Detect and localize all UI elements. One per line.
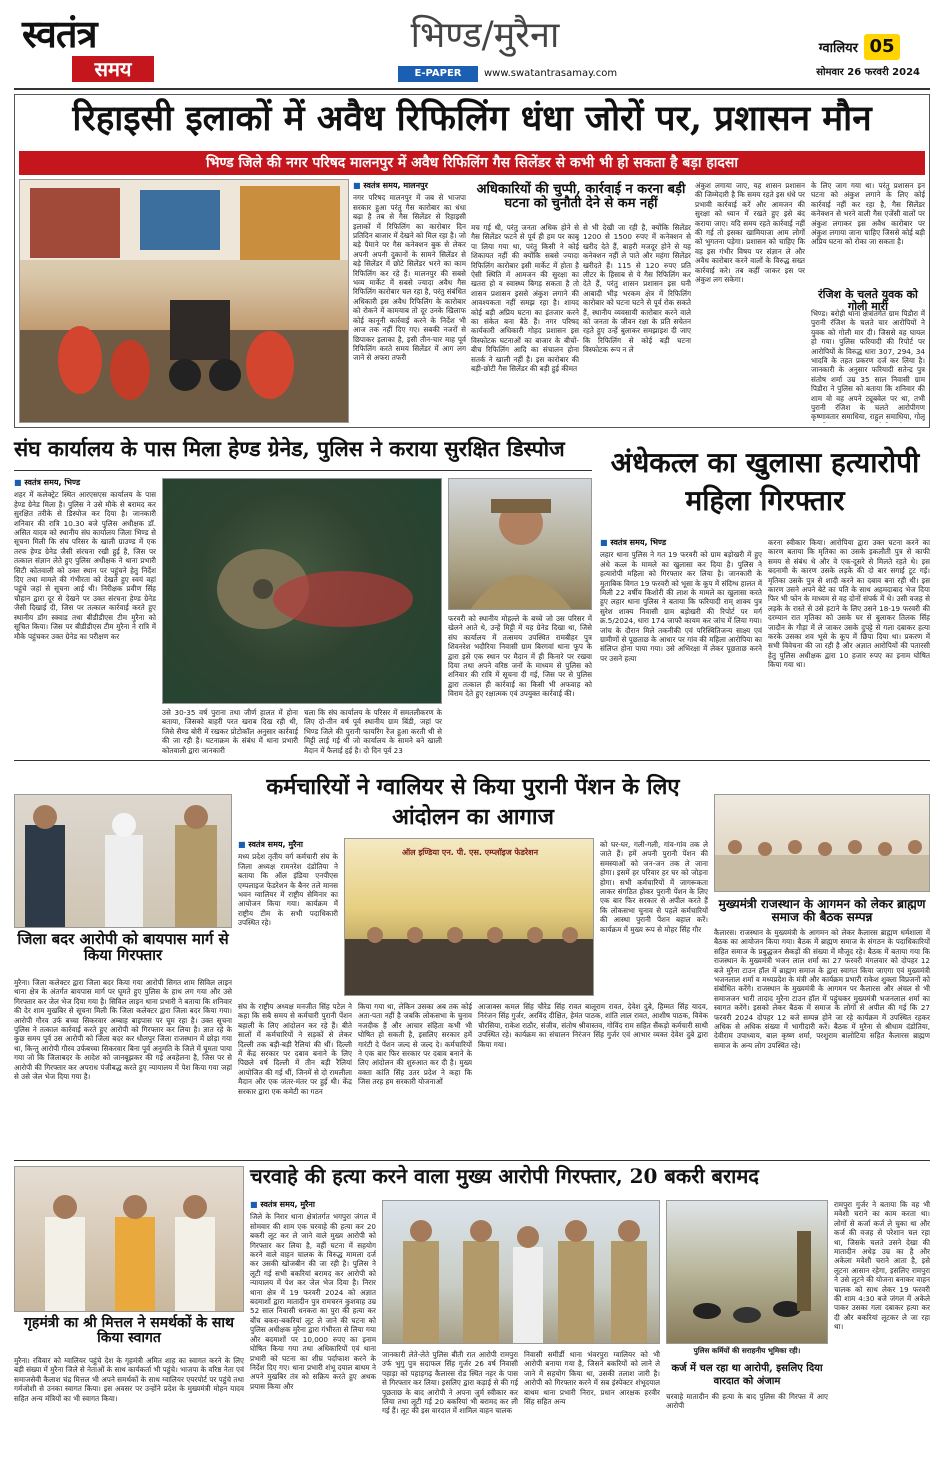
brahmin-meeting-photo (714, 794, 930, 892)
mittal-welcome-photo (14, 1166, 244, 1312)
lead-headline[interactable]: रिहाइसी इलाकों में अवैध रिफिलिंग धंधा जोरों पर, प्रशासन मौन (72, 98, 872, 139)
shepherd-story (250, 1166, 930, 1456)
lead-col1-text: नगर परिषद मालनपुर में जब से भाजपा सरकार हुआ परंतु गैस कारोबार का धंधा बढ़ा है तब से गैस सिलेंडर से रिहाइसी इलाकों में रिफिलिंग का कारोबार दिन प्रतिदिन बाजार में देखने को मिल रहा है। जो बड़े पैमाने पर गैस कनेक्शन बुक से लेकर अपनी अपनी दुकानों के सामने सिलेंडर से बड़े सिलेंडर में छोटे सिलेंडर भरने का काम रिफिलिंग कर रहे हैं। मालनपुर की सबसे भव्य मार्केट में सबसे ज्यादा अवैध गैस रिफिलिंग कारोबार चल रहा है, परंतु संबंधित अधिकारी इस अवैध रिफिलिंग के कारोबार को रोकने में कामयाब तो दूर उनके खिलाफ कोई कानूनी कार्रवाई करने के निर्देश भी आज तक नहीं दिए गए। सबकी नजरों से छिपाकर इलाका है, इसी तीन-चार माह पूर्व रिफिलिंग करते समय सिलेंडर में आग लग जाने से अफरा तफरी (353, 193, 466, 363)
shepherd-column-4: रामपुरा गुर्जर ने बताया कि वह भी मवेशी चराने का काम करता था। लोगों से कर्जा कर्ज ले चुका था और कर्ज की वजह से परेशान चल रहा था, जिसके चलते उसने देखा की मातादीन अधेड़ उम्र का है और अकेला मवेशी चराने आता है, इसे लूटना आसान रहेगा, इसलिए रामपुरा ने उसे लूटने की योजना बनाकर वाहन चालक को साथ लेकर 19 फरवरी की शाम 4:30 बजे जंगल में अकेले पाकर उसका गला दबाकर हत्या कर दी और बकरियां लूटकर ले जा रहा था। (834, 1200, 930, 1332)
grenade-column-3: चला कि संघ कार्यालय के परिसर में समतलीकरण के लिए दो-तीन वर्ष पूर्व स्थानीय ग्राम बिंडी, जहां पर भिण्ड जिले की पुरानी फायरिंग रेंज हुआ करती थी से मिट्टी लाई गई थी जो कार्यालय के सामने बने खाली मैदान में फैलाई हुई है। दो दिन पूर्व 23 (304, 708, 442, 754)
masthead-rule (14, 88, 930, 90)
gas-shop-photo (19, 179, 349, 423)
murder-woman-column-2: करना स्वीकार किया। आरोपिया द्वारा उक्त घटना करने का कारण बताया कि मृतिका का उसके इकलौती पुत्र से काफी समय से संबंध थे और वे एक-दूसरे से मिलते रहते थे। इस बदनामी के कारण उसके लड़के की दो बार सगाई टूट गई। मृतिका उसके पुत्र से शादी करने का दबाव बना रही थी। इस कारण उसने अपने बेटे का पति के साथ अहमदाबाद भेज दिया फिर भी फोन के माध्यम से वह दोनों संपर्क में थे। उसी वजह से लड़के के रास्ते से उसे हटाने के लिए उसने 18-19 फरवरी की दरम्यान रात मृतिका को उसके घर से बुलाकर तिलक सिंह जादौन के गौड़ा में ले जाकर उसके दुपट्टे से गला दबाकर हत्या करके उसका शव भूसे के कूप में छिपा दिया था। प्रकरण में सभी विवेचना की जा रही है और अज्ञात आरोपियों की पतारसी हेतु पुलिस अधीक्षक द्वारा 10 हजार रुपए का इनाम घोषित किया गया था। (768, 538, 930, 670)
masthead (0, 0, 945, 90)
grenade-rule (14, 470, 592, 471)
firing-text: भिण्ड। बरोही थाना क्षेत्रांतर्गत ग्राम पिडौरा में पुरानी रंजिश के चलते चार आरोपियों ने युवक को गोली मार दी। जिससे वह घायल हो गया। पुलिस फरियादी की रिपोर्ट पर आरोपियों के विरुद्ध धारा 307, 294, 34 भादवि के तहत प्रकरण दर्ज कर लिया है। जानकारी के अनुसार फरियादी सतेन्द्र पुत्र संतोष शर्मा उम्र 35 साल निवासी ग्राम पिडौरा ने पुलिस को बताया कि शनिवार की शाम वो वह अपने ट्यूबवेल पर था, तभी पुरानी रंजिश के चलते आरोपीगण कृष्णावतार समाधिया, राहुल समाधिया, गोलू (811, 309, 925, 422)
police-officer-photo (448, 478, 592, 610)
brahmin-text: कैलारस। राजस्थान के मुख्यमंत्री के आगमन को लेकर कैलारस ब्राह्मण धर्मशाला में बैठक का आयोजन किया गया। बैठक में ब्राह्मण समाज के संगठन के पदाधिकारियों सहित समाज के प्रबुद्धजन सैकड़ों की संख्या में मौजूद रहे। बैठक में बताया गया कि राजस्थान के मुख्यमंत्री भजन लाल शर्मा का 27 फरवरी मंगलवार को दोपहर 12 बजे मुरैना टाउन हॉल में ब्राह्मण समाज के द्वारा स्वागत किया जाएगा एवं मुख्यमंत्री भजनलाल शर्मा व मध्यप्रदेश के मंत्री और कार्यक्रम प्रभारी राकेश शुक्ला विप्रजनों को संबोधित करेंगे। राजस्थान के मुख्यमंत्री के आगमन पर कैलारस और अंचल से भी समाजजन भारी तादाद मुरैना टाउन हॉल में पहुंचकर मुख्यमंत्री भजनलाल शर्मा का स्वागत करेंगे। इसको लेकर बैठक में समाज के लोगों से अपील की गई कि 27 फरवरी 2024 दोपहर 12 बजे सम्पन्न होने जा रहे कार्यक्रम में उपस्थित रहकर अधिक से अधिक संख्या में भागीदारी करें। बैठक में मुरैना से श्रीधाम दंडोतिया, देवीराम उपाध्याय, बाल कृष्ण शर्मा, परशुराम बालोटिया सहित कैलारस ब्राह्मण समाज के अन्य लोग उपस्थित रहे। (714, 928, 930, 1050)
epaper-label: E-PAPER (398, 66, 478, 82)
lead-column-5: के लिए जाग गया था। परंतु प्रशासन इन घटना को अंकुश लगाने के लिए कोई कार्रवाई नहीं कर रहा है, गैस सिलेंडर कनेक्शन से भरने वाली गैस एजेंसी वालों पर अंकुश लगाकर इस अवैध कारोबार पर अंकुश लगाया जाना चाहिए जिससे कोई बड़ी अप्रिय घटना को रोका जा सकता है। (811, 181, 925, 247)
grenade-column-2: उसे 30-35 वर्ष पुराना तथा जीर्ण हालत में होना बताया, जिसको बाहरी परत खराब दिख रही थी, जिसे सैण्ड बोरी में रखकर प्रोटोकॉल अनुसार कार्रवाई की जा रही है। घटनाक्रम के संबंध में थाना प्रभारी कोतवाली द्वारा जानकारी (162, 708, 298, 754)
pension-headline[interactable]: कर्मचारियों ने ग्वालियर से किया पुरानी पेंशन के लिए आंदोलन का आगाज (266, 774, 680, 830)
lead-column-1 (353, 181, 466, 423)
bypass-headline[interactable]: जिला बदर आरोपी को बायपास मार्ग से किया गिरफ्तार (17, 930, 229, 964)
bypass-text: मुरैना। जिला कलेक्टर द्वारा जिला बदर किया गया आरोपी सिगत शाम सिविल लाइन थाना क्षेत्र के अंतर्गत बायपास मार्ग पर घूमते हुए पुलिस के हाथ लग गया और उसे गिरफ्तार कर जेल भेज दिया गया है। सिविल लाइन थाना प्रभारी ने बताया कि शनिवार की देर शाम मुखबिर से सूचना मिली कि जिला कलेक्टर द्वारा जिला बदर किया गया। आरोपी गौरव उर्फ बच्चा सिकरवार अम्बाह बाइपास पर घूम रहा है। उक्त सूचना पुलिस ने तत्काल कार्रवाई करते हुए आरोपी को गिरफ्तार कर लिया है। ज्ञात रहे के कुछ समय पूर्व उस आरोपी को जिला बदर कर धौलपुर जिला राजस्थान में छोड़ा गया था, किन्तु आरोपी गौरव उर्फबच्चा सिकरवार बिना पूर्व अनुमति के जिले में घूमता पाया गया जो कि जिलाबदर के आदेश को जानबूझकर की गई अवहेलना है, जिस पर से आरोपी की गिरफ्तार कर अपराध पंजीबद्ध करते हुए न्यायालय में पेश किया गया जहां से उसे जेल भेज दिया गया है। (14, 978, 232, 1082)
shepherd-arrest-photo (382, 1200, 660, 1344)
murder-woman-byline: ■ स्वतंत्र समय, भिण्ड (600, 538, 762, 547)
shepherd-column-5: चरवाहे मातादीन की हत्या के बाद पुलिस की गिरफ्त में आए आरोपी (666, 1392, 828, 1411)
lead-strap: भिण्ड जिले की नगर परिषद मालनपुर में अवैध रिफिलिंग गैस सिलेंडर से कभी भी हो सकता है बड़ा हादसा (19, 151, 925, 175)
brahmin-headline[interactable]: मुख्यमंत्री राजस्थान के आगमन को लेकर ब्राह्मण समाज की बैठक सम्पन्न (718, 897, 926, 924)
lead-story (14, 94, 930, 428)
lead-column-3: से भी देखी जा रही है, क्योंकि सिलेंडर 1200 से 1500 रुपए में कनेक्शन से खरीद देते हैं, बाहरी मजदूर होने से यह कनेक्शन नहीं ले पाते और महंगा सिलेंडर खरीदते हैं। 115 से 120 रुपए प्रति लीटर के हिसाब से ये गैस रिफिलिंग कर देते हैं, परंतु शासन प्रशासन इस घनी आबादी भीड़ भरकम क्षेत्र में रिफिलिंग कारोबार को घटना घटने से पूर्व रोक सकते हैं, स्थानीय व्यवसायी कारोबार करने वाले को जनता के जीवन रक्षा के प्रति सचेतन रहते हुए उन्हें बुलाकर समझाइश दी जाए कि रिफिलिंग से कोई बड़ी घटना विस्फोटक रूप न ले (583, 223, 691, 355)
grenade-column-4: फरवरी को स्थानीय मोहल्ले के बच्चे जो उस परिसर में खेलने आते थे, उन्हें मिट्टी में यह ग्रेनेड दिखा था, जिसे संघ कार्यालय में तत्समय उपस्थित रामबीहर पुत्र शिवनरेश भदौरिया निवासी ग्राम बिरगवां थाना फूप के द्वारा इसे एक स्थान पर मैदान में ही किनारे पर रखवा दिया तथा अपने वरिष्ठ जनों के माध्यम से पुलिस को शनिवार की रात्रि में सूचना दी गई, जिस पर से पुलिस द्वारा तत्काल ही कार्रवाई का किसी भी अफवाह को विराम देते हुए रक्षात्मक एवं उपयुक्त कार्रवाई की। (448, 614, 592, 699)
pension-col1-text: मध्य प्रदेश तृतीय वर्ग कर्मचारी संघ के जिला अध्यक्ष रामनरेश दंडोतिया ने बताया कि ऑल इंडिया एनपीएस एम्पलाइज फेडरेशन के बैनर तले मानस भवन ग्वालियर में राष्ट्रीय सेमिनार का आयोजन किया गया। कार्यक्रम में राष्ट्रीय टीम के सभी पदाधिकारी उपस्थित रहे। (238, 852, 338, 928)
shepherd-sidehead[interactable]: कर्ज में चल रहा था आरोपी, इसलिए दिया वारदात को अंजाम (671, 1363, 823, 1387)
shepherd-column-2: जानकारी लेते-लेते पुलिस बीती रात आरोपी रामपुरा उर्फ भुगु पुत्र सदाफल सिंह गुर्जर 26 वर्ष निवासी पहाड़ा को पहाड़गढ़ कैलारस रोड स्थित नहर के पास से गिरफ्तार कर लिया। इसलिए द्वारा कड़ाई से की गई पूछताछ के बाद आरोपी ने अपना जुर्म स्वीकार कर लिया तथा लूटी गई 20 बकरियां भी बरामद कर ली गई हैं। लूट की इस वारदात में शामिल वाहन चालक (382, 1350, 518, 1416)
section-rule-2 (14, 1160, 930, 1161)
shepherd-col1-text: जिले के निरार थाना क्षेत्रांतर्गत भगपुरा जंगल में सोमवार की शाम एक चरवाहे की हत्या कर 20 बकरी लूट कर ले जाने वाले मुख्य आरोपी को गिरफ्तार कर लिया है, वहीं घटना में सहयोग करने वाले वाहन चालक के विरुद्ध मामला दर्ज कर उसकी खोजबीन की जा रही है। पुलिस ने लूटी गई सभी बकरियां बरामद कर आरोपी को न्यायालय में पेश कर जेल भेज दिया है। निरार थाना क्षेत्र में 19 फरवरी 2024 को अज्ञात बदमाशों द्वारा मातादीन पुत्र रामचरन कुशवाह उम्र 52 साल निवासी धनकरा का पुरा की हत्या कर बौंच बकरा-बकरियां लूट ले जाने की घटना को पुलिस अधीक्षक मुरैना द्वारा गंभीरता से लिया गया और बदमाशों पर 10,000 रुपए का इनाम घोषित किया गया तथा अधिकारियों एवं थाना प्रभारी को घटना का शीघ्र पर्दाफाश करने के निर्देश दिए गए। थाना प्रभारी शंभू दयाल बाथम ने अपने मुखबिर तंत्र को सक्रिय करते हुए अथक प्रयास किया और (250, 1212, 376, 1391)
mittal-text: मुरैना। रविवार को ग्वालियर पहुंचे देश के गृहमंत्री अमित शाह का स्वागत करने के लिए बड़ी संख्या में मुरैना जिले से नेताओं के साथ कार्यकर्ता भी पहुंचे। भाजपा के वरिष्ठ नेता एवं समाजसेवी कैलाश चंद्र मित्तल भी अपने समर्थकों के साथ ग्वालियर एयरपोर्ट पर पहुंचे तथा गर्मजोशी से उनका स्वागत किया। इस अवसर पर उन्होंने प्रदेश के मुख्यमंत्री मोहन यादव सहित अन्य मंत्रियों का भी स्वागत किया। (14, 1356, 244, 1403)
lead-column-2: मच गई थी, परंतु जनता अधिक होने से गैस सिलेंडर फटने से पूर्व ही हम पर काबू पा लिया गया था, परंतु किसी ने कोई शिकायत नहीं की क्योंकि सबसे ज्यादा रिफिलिंग कारोबार इसी मार्केट में होता है ऐसी स्थिति में आमजन की सुरक्षा का खतरा हो व स्वास्थ्य बिगड़ सकता है तो शासन प्रशासन इससे अंकुश लगाने की आवश्यकता नहीं समझ रहा है। शायद कोई बड़ी अप्रिय घटना का इंतजार करने का संकेत बना बैठे हैं। नगर परिषद कार्यकारी अधिकारी गोहद प्रशासन इस विस्फोटक घटनाओं का बाजार के बीचों-बीच रिफिलिंग आदि का संचालन होना सतर्क ने खाली नहीं है। इस कारोबार की बड़ी-छोटी गैस सिलेंडर की बड़ी हुई कीमत (471, 223, 579, 374)
brahmin-story (714, 768, 930, 1156)
pension-story (238, 768, 708, 1156)
lead-subheadline[interactable]: अधिकारियों की चुप्पी, कार्रवाई न करना बड़ी घटना को चुनौती देने से कम नहीं (476, 182, 686, 211)
date-label: सोमवार 26 फरवरी 2024 (816, 67, 920, 78)
pension-seminar-photo (344, 838, 594, 996)
shepherd-photo-caption: पुलिस कर्मियों की सराहनीय भूमिका रही। (693, 1346, 801, 1355)
page-number: 05 (864, 34, 900, 60)
shepherd-byline: ■ स्वतंत्र समय, मुरैना (250, 1200, 376, 1209)
logo-bottom-text: समय (72, 56, 154, 82)
logo-top-text: स्वतंत्र (22, 11, 97, 56)
grenade-byline: ■ स्वतंत्र समय, भिण्ड (14, 478, 156, 487)
city-label: ग्वालियर (818, 41, 858, 56)
mittal-story (14, 1166, 244, 1456)
shepherd-headline[interactable]: चरवाहे की हत्या करने वाला मुख्य आरोपी गिरफ्तार, 20 बकरी बरामद (250, 1164, 759, 1188)
murder-woman-story (600, 438, 930, 754)
firing-headline[interactable]: रंजिश के चलते युवक को गोली मारी (818, 288, 918, 313)
section-rule-1 (14, 760, 930, 761)
shepherd-column-1 (250, 1200, 376, 1456)
seminar-banner-text: ऑल इण्डिया एन. पी. एस. एम्प्लॉइज फेडरेशन (401, 848, 539, 857)
grenade-headline[interactable]: संघ कार्यालय के पास मिला हेण्ड ग्रेनेड, पुलिस ने कराया सुरक्षित डिस्पोज (14, 436, 565, 461)
bypass-story (14, 768, 232, 1156)
pension-column-5: आजाक्स कमल सिंह चौरेड सिंह रावत बालूराम रावत, देवेश दुबे, हिम्मत सिंह यादव, निरंजन सिंह गुर्जर, अरविंद दीक्षित, हेमंत पाठक, शांति लाल रावत, आशीष पाठक, विवेक चौरसिया, राकेश राठौर, संजीव, संतोष श्रीवास्तव, गोविंद राम सहित सैंकड़ो कर्मचारी साथी उपस्थित रहे। कार्यक्रम का संचालन निरंजन सिंह गुर्जर एवं आभार व्यक्त देवेश दुबे द्वारा किया गया। (478, 1002, 708, 1049)
lead-byline: ■ स्वतंत्र समय, मालनपुर (353, 181, 466, 190)
goats-photo (666, 1200, 828, 1344)
logo[interactable] (22, 12, 162, 84)
murder-woman-headline[interactable]: अंधेकत्ल का खुलासा हत्यारोपी महिला गिरफ्तार (610, 446, 920, 517)
murder-woman-col1-text: लहार थाना पुलिस ने गत 19 फरवरी को ग्राम बड़ोखरी में हुए अंधे कत्ल के मामले का खुलासा कर दिया है। पुलिस ने हत्यारोपी महिला को गिरफ्तार कर लिया है। जानकारी के मुताबिक विगत 19 फरवरी को भूसा के कूप में संदिग्ध हालत में मिली 22 वर्षीय किशोरी की लाश के मामले का खुलासा करते हुए लहार थाना पुलिस ने बताया कि फरियादी राम् शाक्य पुत्र सुरेश शाक्य निवासी ग्राम बड़ोखरी की रिपोर्ट पर मर्ग क्र.5/2024, धारा 174 जाफौ कायम कर जांच में लिया गया। जांच के दौरान मिले तकनीकी एवं परिस्थितिजन्य साक्ष्य एवं ग्रामीणों से पूछताछ के आधार पर गांव की महिला आरोपिया का संलिप्त होना पाया गया। उसे अभिरक्षा में लेकर पूछताछ करने पर उसने हत्या (600, 550, 762, 663)
pension-column-2: को घर-घर, गली-गली, गांव-गांव तक ले जाते हैं। हमें अपनी पुरानी पेंशन की समस्याओं को जन-जन तक ले जाना होगा। इसमें हर परिवार हर घर को जोड़ना होगा। सभी कर्मचारियों में जागरूकता लाकर संगठित होकर पुरानी पेंशन के लिए एक बार फिर सरकार से अपील करते हैं कि लोकसभा चुनाव से पहले कर्मचारियों की आस्था पुरानी पेंशन बहाल करें। कार्यक्रम में मुख्य रूप से मोहर सिंह गौर (600, 840, 708, 934)
grenade-column-1 (14, 478, 156, 754)
grenade-story (14, 438, 592, 754)
murder-woman-column-1 (600, 538, 762, 754)
mittal-headline[interactable]: गृहमंत्री का श्री मित्तल ने समर्थकों के साथ किया स्वागत (24, 1315, 234, 1346)
website-link[interactable]: www.swatantrasamay.com (484, 68, 618, 79)
edition-title: भिण्ड/मुरैना (410, 15, 560, 56)
bypass-arrest-photo (14, 794, 232, 928)
pension-byline: ■ स्वतंत्र समय, मुरैना (238, 840, 338, 849)
grenade-photo (162, 478, 442, 704)
pension-column-3: संघ के राष्ट्रीय अध्यक्ष मनजीत सिंह पटेल ने कहा कि सबै समय से कर्मचारी पुरानी पेंशन बहाली के लिए आंदोलन कर रहे हैं। बीते सालों में कर्मचारियों ने सड़कों से लेकर दिल्ली तक बड़ी-बड़ी रैलियां की थीं। दिल्ली में केंद्र सरकार पर दबाव बनाने के लिए पिछले वर्ष दिल्ली में तीन बड़ी रैलियां आयोजित की गई थीं, जिनमें से दो रामलीला मैदान और एक जंतर-मंतर पर हुई थी। केंद्र सरकार द्वारा एक कमेटी का गठन (238, 1002, 352, 1096)
grenade-col1-text: शहर में कलेक्ट्रेट स्थित आरएसएस कार्यालय के पास हेण्ड ग्रेनेड मिला है। पुलिस ने उसे मौके से बरामद कर सुरक्षित तरीके से डिस्पोज कर दिया है। जानकारी शनिवार की रात्रि 10.30 बजे पुलिस अधीक्षक डॉ. असित यादव को स्थानीय संघ कार्यालय जिला भिण्ड से सूचना मिली कि संघ परिसर के खाली ग्राउण्ड में एक तरफ हेण्ड ग्रेनेड जैसी संरचना रखी हुई है, जिस पर तत्काल संज्ञान लेते हुए पुलिस अधीक्षक ने थाना प्रभारी सिटी कोतवाली को उक्त स्थान पर पहुंचने हेतु निर्देश दिए तथा मामले की गंभीरता को देखते हुए स्वयं वहां पहुंचे जहां से सूचना आई थी। निरीक्षक प्रवीण सिंह चौहान द्वारा दूर से देखने पर उक्त संरचना हेण्ड ग्रेनेड जैसी दिखाई दी, जिस पर तत्काल कार्रवाई करते हुए स्थानीय डॉग स्क्वाड तथा बीडीडीएस टीम मुरैना को सूचित किया। जिस पर बीडीडीएस टीम मुरैना ने रात्रि में मौके पहुंचकर उक्त ग्रेनेड का परीक्षण कर (14, 490, 156, 641)
lead-column-4: अंकुश लगाया जाए, यह शासन प्रशासन की जिम्मेदारी है कि समय रहते इस धंधे पर प्रभावी कार्रवाई करें और आमजन की सुरक्षा को ध्यान में रखते हुए इसे बंद कराया जाए। यदि समय रहते कार्रवाई नहीं की गई तो इसका खामियाजा आम लोगों को भुगतना पड़ेगा। प्रशासन को चाहिए कि वह इस गंभीर विषय पर संज्ञान ले और अवैध कारोबार करने वालों के विरुद्ध सख्त कार्रवाई करे। तब कहीं जाकर इस पर अंकुश लग सकेगा। (695, 181, 805, 285)
shepherd-column-3: निवासी समीर्डी थाना भंवरपुरा ग्वालियर को भी आरोपी बनाया गया है, जिसने बकरियों को लाने ले जाने में सहयोग किया था, उसकी तलाश जारी है। आरोपी को गिरफ्तार करने में सब इंस्पेक्टर शंभूदयाल बाथम थाना प्रभारी निरार, प्रधान आरक्षक हरवीर सिंह सहित अन्य (524, 1350, 660, 1407)
pension-column-4: किया गया था, लेकिन उसका अब तक कोई अता-पता नहीं है जबकि लोकसभा के चुनाव नजदीक हैं और आचार संहिता कभी भी घोषित हो सकती है, इसलिए सरकार हमें गारंटी दे पेंशन जल्द से जल्द दे। कर्मचारियों ने एक बार फिर सरकार पर दबाव बनाने के लिए आंदोलन की शुरुआत कर दी है। मुख्य वक्ता कांति सिंह उतर प्रदेश ने कहा कि जिस तरह हम सरकारी योजनाओं (358, 1002, 472, 1087)
